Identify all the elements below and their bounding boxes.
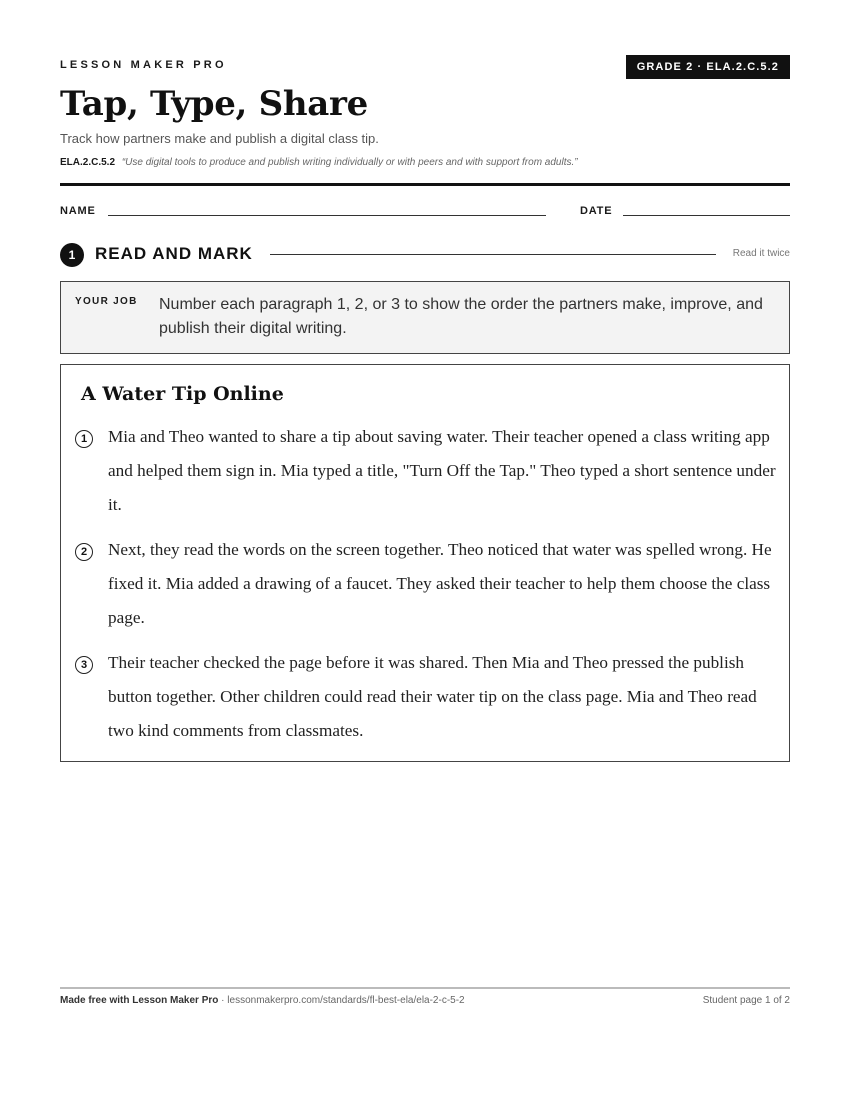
name-field[interactable] <box>108 215 546 216</box>
footer-divider <box>60 987 790 989</box>
section-title: READ AND MARK <box>95 244 253 263</box>
footer-separator: · <box>221 995 228 1006</box>
section-divider <box>270 254 716 255</box>
paragraph-number-circle[interactable]: 1 <box>75 430 93 448</box>
paragraph-text: Next, they read the words on the screen together. Theo noticed that water was spelled wrong. He fixed it. Mia added a drawing of a faucet. They asked their teacher to help them choose the class page. <box>108 540 772 627</box>
section-number-badge: 1 <box>60 243 84 267</box>
section-note: Read it twice <box>732 248 790 259</box>
page-subtitle: Track how partners make and publish a digital class tip. <box>60 131 379 146</box>
job-instructions: Number each paragraph 1, 2, or 3 to show the order the partners make, improve, and publish their digital writing. <box>159 296 763 337</box>
footer-credit <box>60 995 465 1006</box>
paragraph-number-circle[interactable]: 2 <box>75 543 93 561</box>
standard-code: ELA.2.C.5.2 <box>60 157 116 168</box>
standard-line <box>60 157 578 168</box>
paragraph-text: Mia and Theo wanted to share a tip about saving water. Their teacher opened a class writing app and helped them sign in. Mia typed a title, "Turn Off the Tap." Theo typed a short sentence under it. <box>108 427 776 514</box>
worksheet-page <box>60 0 790 1100</box>
job-label: YOUR JOB <box>75 296 138 307</box>
date-label: DATE <box>580 205 613 217</box>
job-box <box>60 281 790 354</box>
paragraph-text: Their teacher checked the page before it was shared. Then Mia and Theo pressed the publish button together. Other children could read their water tip on the class page. Mia and Theo read two kind comments from classmates. <box>108 653 757 740</box>
footer-url[interactable]: lessonmakerpro.com/standards/fl-best-ela/ela-2-c-5-2 <box>227 995 465 1006</box>
page-title: Tap, Type, Share <box>60 84 368 124</box>
standard-text: “Use digital tools to produce and publish writing individually or with peers and with support from adults.” <box>121 157 578 168</box>
grade-badge: GRADE 2 · ELA.2.C.5.2 <box>626 55 790 79</box>
date-field[interactable] <box>623 215 790 216</box>
passage-title: A Water Tip Online <box>81 383 284 405</box>
passage-box <box>60 364 790 762</box>
paragraph-number-circle[interactable]: 3 <box>75 656 93 674</box>
header-divider <box>60 183 790 186</box>
footer-page-number: Student page 1 of 2 <box>702 995 790 1006</box>
name-label: NAME <box>60 205 96 217</box>
footer-made-with: Made free with Lesson Maker Pro <box>60 995 219 1006</box>
brand-name: LESSON MAKER PRO <box>60 59 227 71</box>
